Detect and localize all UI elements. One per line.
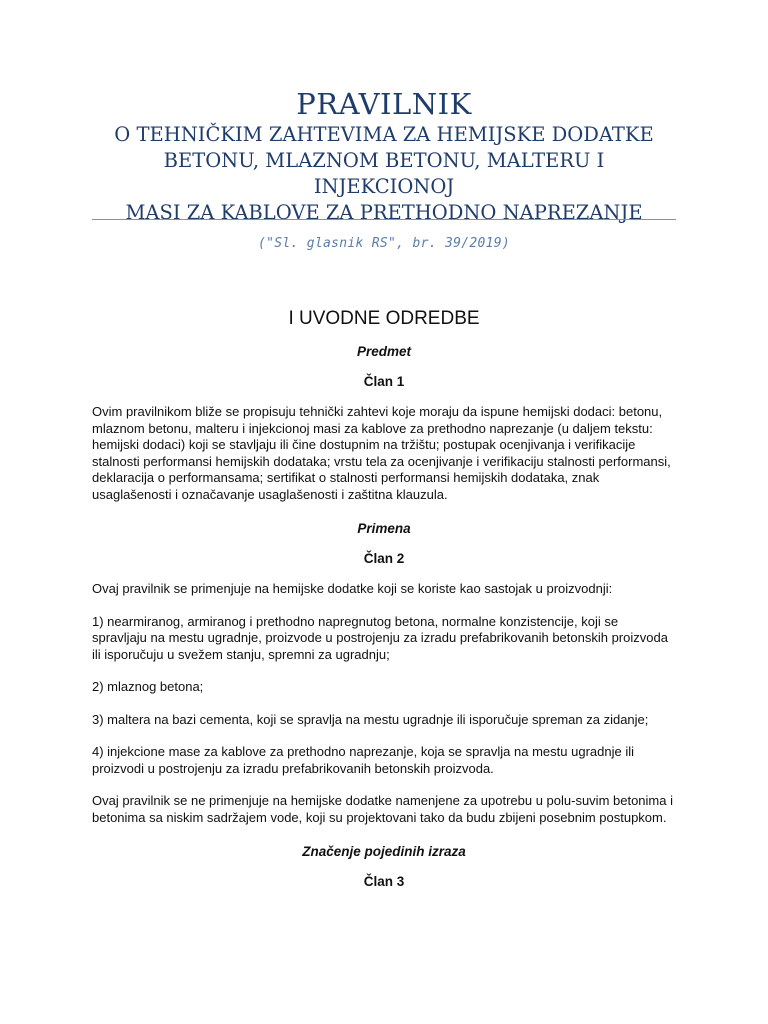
section-subheading: Predmet [356,344,412,359]
paragraph: Ovaj pravilnik se ne primenjuje na hemijske dodatke namenjene za upotrebu u polu-suvim betonima i betonima sa niskim sadržajem vode, koji su projektovani tako da budu zbijeni posebnim postupkom. [92,793,673,825]
gazette-reference: ("Sl. glasnik RS", br. 39/2019) [258,236,510,251]
document-subtitle-line: MASI ZA KABLOVE ZA PRETHODNO NAPREZANJE [125,201,643,224]
chapter-heading: I UVODNE ODREDBE [288,308,480,329]
article-heading: Član 2 [363,551,405,566]
section-znacenje-izraza [92,842,676,892]
document-title: PRAVILNIK [296,87,472,121]
title-block [92,86,676,226]
paragraph: Ovaj pravilnik se primenjuje na hemijske dodatke koji se koriste kao sastojak u proizvodnji: [92,581,613,596]
document-subtitle-line: BETONU, MLAZNOM BETONU, MALTERU I INJEKCIONOJ [163,149,605,198]
section-subheading: Primena [357,521,411,536]
title-divider [92,219,676,220]
document-subtitle-line: O TEHNIČKIM ZAHTEVIMA ZA HEMIJSKE DODATKE [114,123,654,146]
paragraph: Ovim pravilnikom bliže se propisuju tehnički zahtevi koje moraju da ispune hemijski dodaci: betonu, mlaznom betonu, malteru i injekcionoj masi za kablove za prethodno naprezanje (u daljem tekstu: hemijski dodaci) koji se stavljaju ili čine dostupnim na tržištu; postupak ocenjivanja i verifikacije stalnosti performansi hemijskih dodataka; vrstu tela za ocenjivanje i verifikaciju stalnosti performansi, deklaracija o performansama; sertifikat o stalnosti performansi hemijskih dodataka, znak usaglašenosti i označavanje usaglašenosti i zaštitna klauzula. [92,404,671,502]
article-heading: Član 3 [363,874,405,889]
section-predmet [92,342,676,503]
document-body [92,306,676,904]
paragraph: 4) injekcione mase za kablove za prethodno naprezanje, koja se spravlja na mestu ugradnje ili proizvodi u postrojenju za izradu prefabrikovanih betonskih proizvoda. [92,744,634,776]
paragraph: 2) mlaznog betona; [92,679,204,694]
paragraph: 1) nearmiranog, armiranog i prethodno napregnutog betona, normalne konzistencije, koji se spravljaju na mestu ugradnje, proizvode u postrojenju za izradu prefabrikovanih betonskih proizvoda ili isporučuju u svežem stanju, spremni za ugradnju; [92,613,668,662]
article-heading: Član 1 [363,374,405,389]
section-primena [92,519,676,826]
section-subheading: Značenje pojedinih izraza [302,844,466,859]
paragraph: 3) maltera na bazi cementa, koji se spravlja na mestu ugradnje ili isporučuje spreman za zidanje; [92,711,649,727]
